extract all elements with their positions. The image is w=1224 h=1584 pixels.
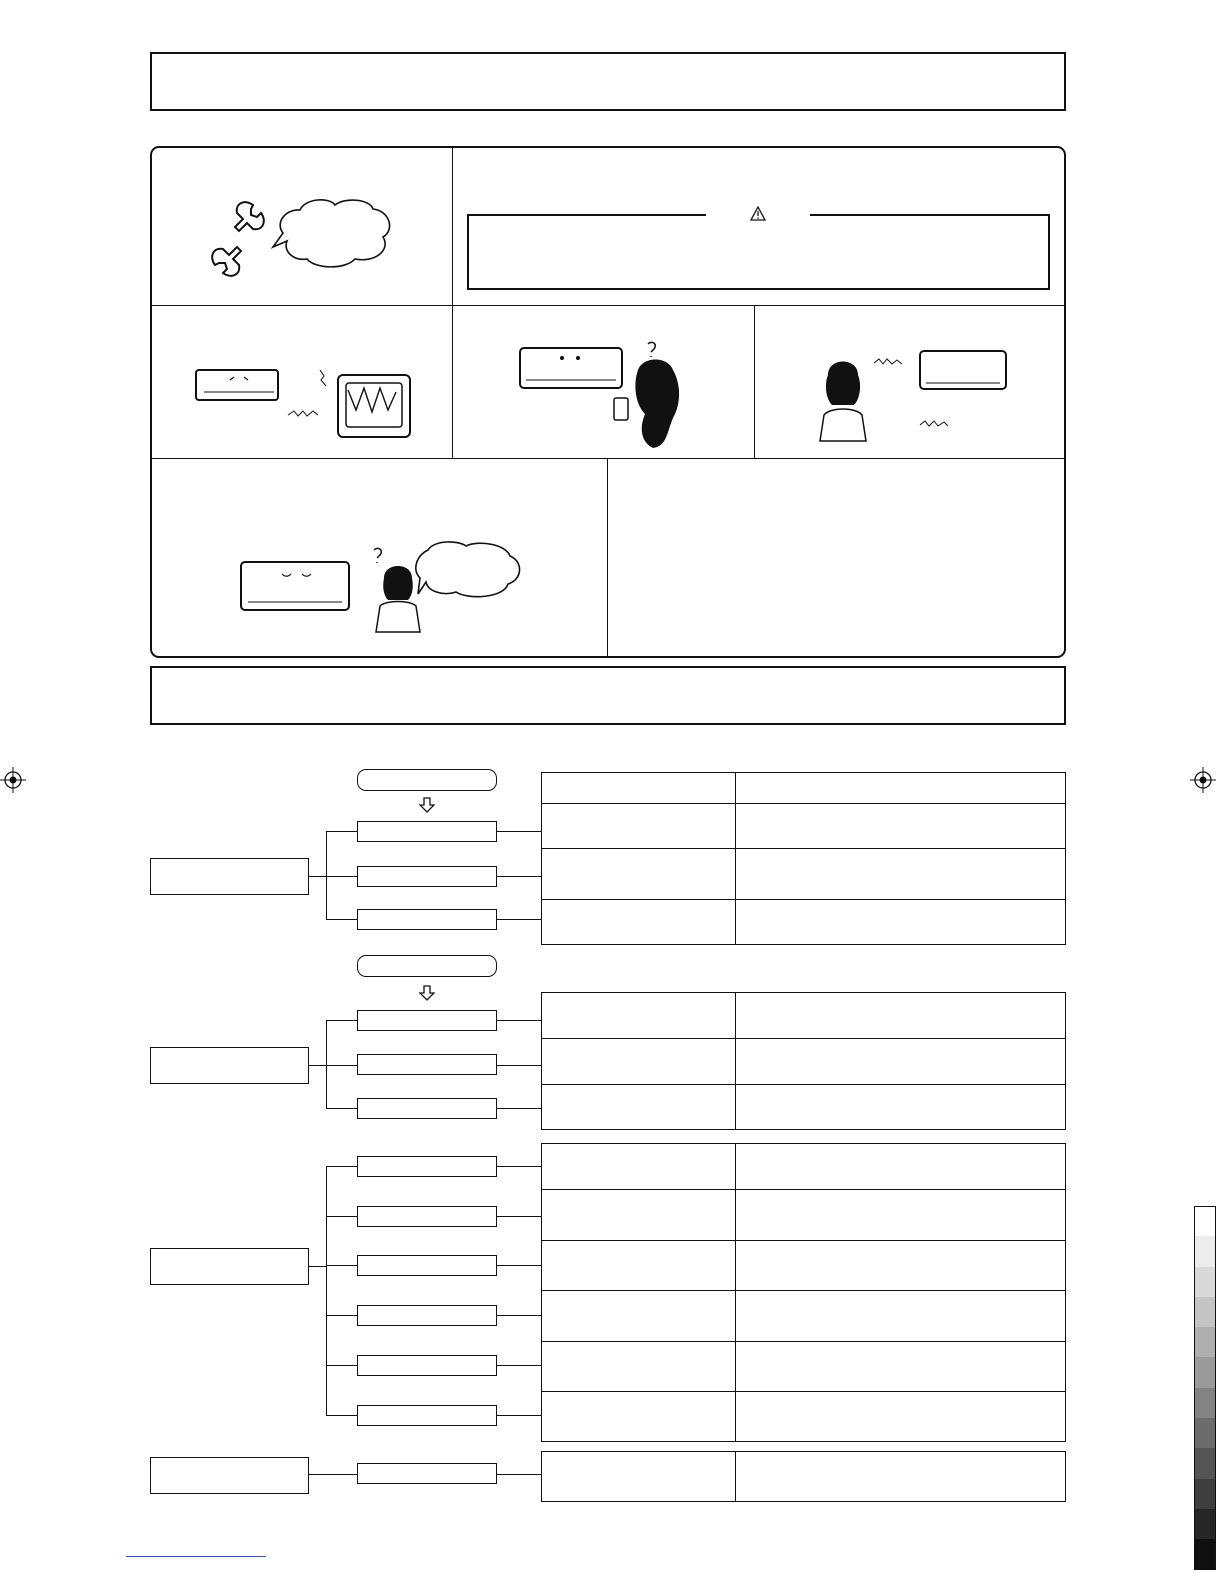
table-cell <box>736 804 1066 849</box>
outline-down-arrow-icon <box>417 797 437 817</box>
grayscale-step <box>1194 1236 1216 1266</box>
outline-down-arrow-icon <box>417 985 437 1005</box>
grayscale-step <box>1194 1297 1216 1327</box>
panel-divider <box>151 458 1065 459</box>
flow-category-box <box>150 1047 309 1084</box>
section-heading-top <box>150 52 1066 111</box>
grayscale-step <box>1194 1206 1216 1236</box>
grayscale-step <box>1194 1448 1216 1478</box>
table-cell <box>542 1392 736 1442</box>
check-table-d <box>541 1451 1066 1502</box>
flow-step-box <box>357 1405 497 1426</box>
grayscale-step <box>1194 1327 1216 1357</box>
registration-mark-icon <box>0 767 26 793</box>
table-cell <box>736 1452 1066 1502</box>
table-cell <box>542 1190 736 1241</box>
table-cell <box>736 1190 1066 1241</box>
flow-step-box <box>357 1054 497 1075</box>
grayscale-step <box>1194 1418 1216 1448</box>
grayscale-step <box>1194 1479 1216 1509</box>
flow-category-box <box>150 1457 309 1494</box>
air-conditioner-thinking-illustration <box>238 540 523 635</box>
flow-step-box <box>357 1255 497 1276</box>
table-cell <box>542 900 736 945</box>
grayscale-step <box>1194 1267 1216 1297</box>
panel-divider <box>452 147 453 459</box>
table-cell <box>542 804 736 849</box>
table-cell <box>736 1085 1066 1130</box>
flow-step-box <box>357 1098 497 1119</box>
table-cell <box>542 1291 736 1342</box>
flow-category-box <box>150 858 309 895</box>
table-cell <box>736 1392 1066 1442</box>
table-cell <box>736 1342 1066 1392</box>
flow-step-box <box>357 821 497 842</box>
warning-triangle-icon <box>706 206 810 222</box>
check-table-a <box>541 772 1066 945</box>
table-cell <box>736 849 1066 900</box>
flow-step-box <box>357 866 497 887</box>
flow-pill-b <box>357 955 497 977</box>
panel-divider <box>607 459 608 657</box>
registration-mark-icon <box>1190 767 1216 793</box>
air-conditioner-tv-illustration <box>190 360 420 445</box>
table-cell <box>736 1291 1066 1342</box>
flow-step-box <box>357 1156 497 1177</box>
table-cell <box>542 1452 736 1502</box>
check-table-c <box>541 1143 1066 1442</box>
section-heading-flowchart <box>150 666 1066 725</box>
table-cell <box>736 993 1066 1039</box>
table-cell <box>736 1039 1066 1085</box>
air-conditioner-noise-illustration <box>808 345 1013 445</box>
flow-step-box <box>357 1305 497 1326</box>
table-cell <box>542 849 736 900</box>
table-cell <box>542 1241 736 1291</box>
flow-step-box <box>357 1010 497 1031</box>
table-cell <box>542 1085 736 1130</box>
table-cell <box>542 1144 736 1190</box>
grayscale-step <box>1194 1357 1216 1387</box>
wrench-icon <box>205 195 400 285</box>
table-cell <box>542 993 736 1039</box>
flow-category-box <box>150 1248 309 1285</box>
grayscale-step <box>1194 1388 1216 1418</box>
flow-pill-a <box>357 769 497 791</box>
table-header-cell <box>736 773 1066 804</box>
panel-divider <box>151 305 1065 306</box>
footer-link-underline <box>126 1556 266 1557</box>
table-cell <box>542 1342 736 1392</box>
table-cell <box>736 900 1066 945</box>
table-cell <box>736 1144 1066 1190</box>
table-cell <box>542 1039 736 1085</box>
caution-box <box>467 214 1050 290</box>
flow-step-box <box>357 909 497 930</box>
flow-step-box <box>357 1206 497 1227</box>
table-header-cell <box>542 773 736 804</box>
grayscale-step <box>1194 1509 1216 1539</box>
grayscale-calibration-strip <box>1194 1206 1216 1570</box>
panel-divider <box>754 306 755 459</box>
table-cell <box>736 1241 1066 1291</box>
air-conditioner-remote-illustration <box>518 340 693 450</box>
check-table-b <box>541 992 1066 1130</box>
flow-step-box <box>357 1355 497 1376</box>
grayscale-step <box>1194 1539 1216 1569</box>
flow-step-box <box>357 1463 497 1484</box>
